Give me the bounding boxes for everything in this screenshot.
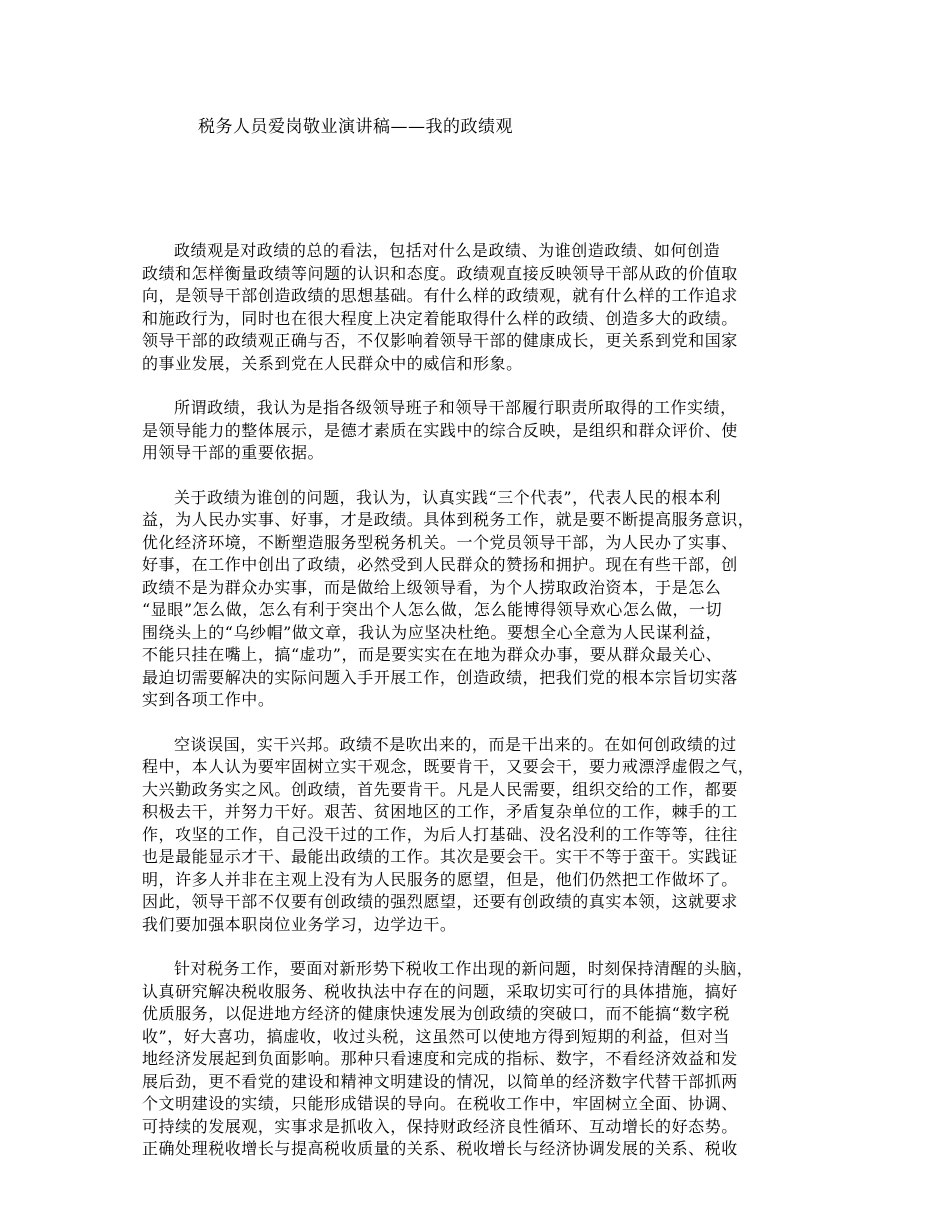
paragraph-1 bbox=[142, 240, 827, 375]
text-line: 展后劲，更不看党的建设和精神文明建设的情况，以简单的经济数字代替干部抓两 bbox=[142, 1071, 738, 1091]
text-line: 正确处理税收增长与提高税收质量的关系、税收增长与经济协调发展的关系、税收 bbox=[142, 1139, 738, 1158]
text-line: 因此，领导干部不仅要有创政绩的强烈愿望，还要有创政绩的真实本领，这就要求 bbox=[142, 892, 738, 911]
text-line: 用领导干部的重要依据。 bbox=[142, 443, 325, 462]
text-line: 优质服务，以促进地方经济的健康快速发展为创政绩的突破口，而不能搞“数字税 bbox=[142, 1004, 730, 1023]
text-line: 不能只挂在嘴上，搞“虚功”，而是要实实在在地为群众办事，要从群众最关心、 bbox=[142, 645, 723, 664]
text-line: 所谓政绩，我认为是指各级领导班子和领导干部履行职责所取得的工作实绩， bbox=[174, 398, 737, 417]
text-line: 政绩不是为群众办实事，而是做给上级领导看，为个人捞取政治资本，于是怎么 bbox=[142, 577, 722, 597]
text-line: 积极去干，并努力干好。艰苦、贫困地区的工作，矛盾复杂单位的工作，棘手的工 bbox=[142, 802, 738, 821]
text-line: 的事业发展，关系到党在人民群众中的威信和形象。 bbox=[142, 353, 523, 373]
text-line: 地经济发展起到负面影响。那种只看速度和完成的指标、数字，不看经济效益和发 bbox=[142, 1049, 738, 1068]
text-line: 是领导能力的整体展示，是德才素质在实践中的综合反映，是组织和群众评价、使 bbox=[142, 420, 738, 440]
text-line: 收”，好大喜功，搞虚收，收过头税，这虽然可以使地方得到短期的利益，但对当 bbox=[142, 1026, 730, 1046]
text-line: 优化经济环境，不断塑造服务型税务机关。一个党员领导干部，为人民办了实事、 bbox=[142, 532, 738, 552]
text-line: 针对税务工作，要面对新形势下税收工作出现的新问题，时刻保持清醒的头脑， bbox=[174, 959, 754, 978]
text-line: 益，为人民办实事、好事，才是政绩。具体到税务工作，就是要不断提高服务意识， bbox=[142, 510, 755, 529]
text-line: 关于政绩为谁创的问题，我认为，认真实践“三个代表”，代表人民的根本利 bbox=[174, 487, 722, 507]
text-line: 也是最能显示才干、最能出政绩的工作。其次是要会干。实干不等于蛮干。实践证 bbox=[142, 847, 738, 866]
text-line: “显眼”怎么做，怎么有利于突出个人怎么做，怎么能博得领导欢心怎么做，一切 bbox=[142, 600, 723, 619]
paragraph-3 bbox=[142, 487, 827, 712]
text-line: 我们要加强本职岗位业务学习，边学边干。 bbox=[142, 914, 457, 934]
paragraph-5 bbox=[142, 958, 827, 1161]
text-line: 程中，本人认为要牢固树立实干观念，既要肯干，又要会干，要力戒漂浮虚假之气， bbox=[142, 757, 755, 776]
text-line: 和施政行为，同时也在很大程度上决定着能取得什么样的政绩、创造多大的政绩。 bbox=[142, 308, 738, 328]
text-line: 向，是领导干部创造政绩的思想基础。有什么样的政绩观，就有什么样的工作追求 bbox=[142, 286, 738, 305]
text-line: 实到各项工作中。 bbox=[142, 690, 275, 709]
document-title: 税务人员爱岗敬业演讲稿——我的政绩观 bbox=[198, 117, 513, 137]
text-line: 可持续的发展观，实事求是抓收入，保持财政经济良性循环、互动增长的好态势。 bbox=[142, 1116, 738, 1136]
text-line: 空谈误国，实干兴邦。政绩不是吹出来的，而是干出来的。在如何创政绩的过 bbox=[174, 734, 737, 754]
document-body bbox=[142, 240, 827, 1183]
text-line: 好事，在工作中创出了政绩，必然受到人民群众的赞扬和拥护。现在有些干部，创 bbox=[142, 555, 738, 574]
text-line: 最迫切需要解决的实际问题入手开展工作，创造政绩，把我们党的根本宗旨切实落 bbox=[142, 667, 738, 687]
text-line: 认真研究解决税收服务、税收执法中存在的问题，采取切实可行的具体措施，搞好 bbox=[142, 981, 738, 1001]
paragraph-4 bbox=[142, 734, 827, 937]
paragraph-2 bbox=[142, 397, 827, 465]
text-line: 明，许多人并非在主观上没有为人民服务的愿望，但是，他们仍然把工作做坏了。 bbox=[142, 869, 738, 889]
text-line: 政绩观是对政绩的总的看法，包括对什么是政绩、为谁创造政绩、如何创造 bbox=[174, 241, 721, 260]
text-line: 大兴勤政务实之风。创政绩，首先要肯干。凡是人民需要，组织交给的工作，都要 bbox=[142, 779, 738, 799]
text-line: 围绕头上的“乌纱帽”做文章，我认为应坚决杜绝。要想全心全意为人民谋利益， bbox=[142, 622, 723, 642]
text-line: 政绩和怎样衡量政绩等问题的认识和态度。政绩观直接反映领导干部从政的价值取 bbox=[142, 263, 738, 283]
text-line: 个文明建设的实绩，只能形成错误的导向。在税收工作中，牢固树立全面、协调、 bbox=[142, 1094, 738, 1113]
text-line: 作，攻坚的工作，自己没干过的工作，为后人打基础、没名没利的工作等等，往往 bbox=[142, 824, 738, 844]
text-line: 领导干部的政绩观正确与否，不仅影响着领导干部的健康成长，更关系到党和国家 bbox=[142, 331, 738, 350]
